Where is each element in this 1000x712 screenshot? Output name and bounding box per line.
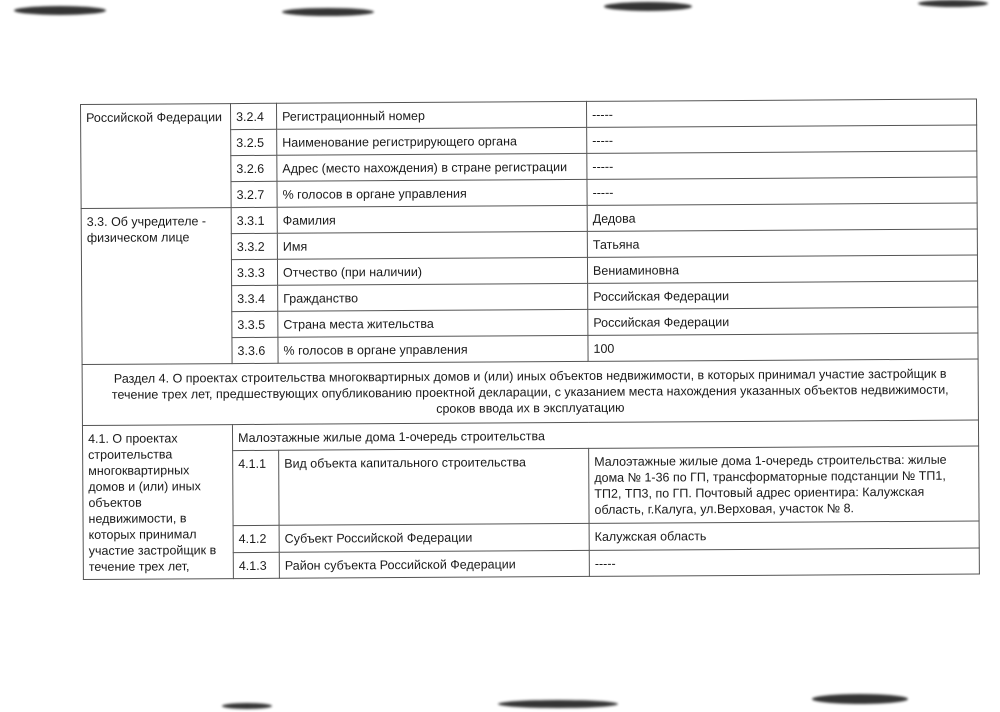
scan-smudge-top-center xyxy=(282,8,374,16)
item-label: Адрес (место нахождения) в стране регистрации xyxy=(277,153,587,181)
row-group-label: 3.3. Об учредителе - физическом лице xyxy=(81,208,232,365)
scan-smudge-top-corner xyxy=(918,0,988,7)
document-page xyxy=(80,99,979,580)
item-value: Российская Федерации xyxy=(588,281,978,309)
item-value: ----- xyxy=(587,125,977,153)
item-number: 3.2.4 xyxy=(231,103,277,129)
item-number: 3.3.4 xyxy=(232,285,278,311)
section-4-title: Раздел 4. О проектах строительства многоквартирных домов и (или) иных объектов недвижимости, в которых принимал участие застройщик в течение трех лет, предшествующих опубликованию проектной декларации, с указанием места нахождения указанных объектов недвижимости, сроков ввода их в эксплуатацию xyxy=(82,359,978,425)
table-row xyxy=(82,359,978,425)
item-number: 3.3.2 xyxy=(231,233,277,259)
scan-smudge-bottom-right xyxy=(812,694,908,704)
item-value: Калужская область xyxy=(589,521,979,550)
item-label: Фамилия xyxy=(277,205,587,233)
scan-smudge-top-left xyxy=(14,6,106,15)
scan-smudge-bottom-center xyxy=(498,700,618,708)
item-label: Регистрационный номер xyxy=(276,101,586,129)
item-label: Страна места жительства xyxy=(278,309,588,337)
item-value: ----- xyxy=(589,548,979,577)
item-number: 4.1.2 xyxy=(233,526,279,553)
item-number: 4.1.1 xyxy=(233,451,279,526)
item-label: Наименование регистрирующего органа xyxy=(277,127,587,155)
scan-smudge-bottom-left xyxy=(222,703,272,709)
item-label: % голосов в органе управления xyxy=(277,179,587,207)
item-number: 3.2.5 xyxy=(231,129,277,155)
item-number: 3.3.6 xyxy=(232,337,278,363)
item-label: Отчество (при наличии) xyxy=(277,257,587,285)
row-group-label: 4.1. О проектах строительства многоквартирных домов и (или) иных объектов недвижимости, в которых принимал участие застройщик в течение трех лет, xyxy=(82,425,233,580)
declaration-table xyxy=(80,99,980,580)
item-value: ----- xyxy=(587,177,977,205)
scan-smudge-top-right xyxy=(604,2,692,11)
item-value: Малоэтажные жилые дома 1-очередь строительства: жилые дома № 1-36 по ГП, трансформаторные подстанции № ТП1, ТП2, ТП3, по ГП. Почтовый адрес ориентира: Калужская область, г.Калуга, ул.Верховая, участок № 8. xyxy=(589,446,979,523)
item-number: 3.3.5 xyxy=(232,311,278,337)
item-number: 4.1.3 xyxy=(233,552,279,579)
project-header: Малоэтажные жилые дома 1-очередь строительства xyxy=(232,420,978,451)
item-number: 3.3.3 xyxy=(231,259,277,285)
item-label: % голосов в органе управления xyxy=(278,335,588,363)
item-label: Имя xyxy=(277,231,587,259)
item-label: Гражданство xyxy=(278,283,588,311)
row-group-label: Российской Федерации xyxy=(81,104,232,209)
item-label: Вид объекта капитального строительства xyxy=(279,449,589,526)
item-value: Российская Федерации xyxy=(588,307,978,335)
item-value: ----- xyxy=(587,151,977,179)
item-number: 3.2.6 xyxy=(231,155,277,181)
item-value: Татьяна xyxy=(587,229,977,257)
item-value: ----- xyxy=(586,99,976,127)
item-value: 100 xyxy=(588,333,978,361)
item-value: Вениаминовна xyxy=(587,255,977,283)
item-label: Район субъекта Российской Федерации xyxy=(279,550,589,578)
item-number: 3.3.1 xyxy=(231,207,277,233)
item-number: 3.2.7 xyxy=(231,181,277,207)
item-label: Субъект Российской Федерации xyxy=(279,524,589,552)
item-value: Дедова xyxy=(587,203,977,231)
